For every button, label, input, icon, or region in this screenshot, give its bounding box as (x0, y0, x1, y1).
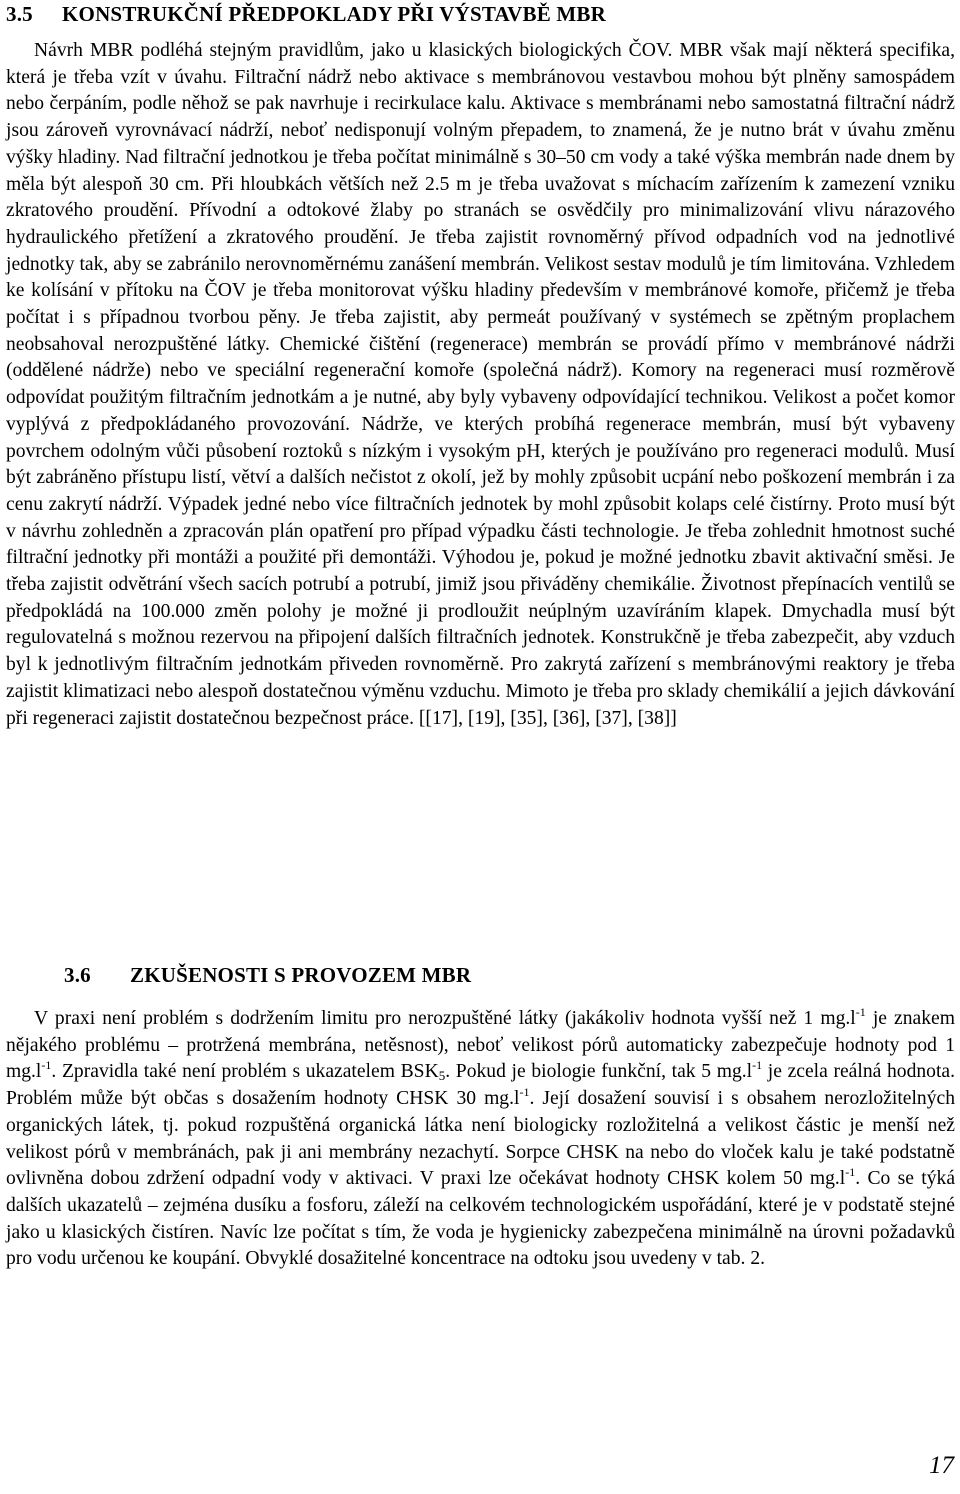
section-number: 3.5 (6, 2, 33, 26)
section-heading (64, 963, 471, 988)
superscript: -1 (41, 1058, 52, 1073)
superscript: -1 (855, 1005, 866, 1019)
text-run: . Pokud je biologie funkční, tak 5 mg.l (445, 1061, 753, 1083)
body-paragraph (6, 1006, 955, 1273)
text-run: . Co se týká dalších ukazatelů – zejména dusíku a fosforu, záleží na celkovém technologickém uspořádání, které je v podstatě stejné jako u klasických čistíren. Navíc lze počítat s tím, že voda je hygienicky zabezpečena minimálně na úrovni požadavků pro vodu určenou ke koupání. Obvyklé dosažitelné koncentrace na odtoku jsou uvedeny v tab. 2. (6, 1168, 956, 1270)
text-run: . Zpravidla také není problém s ukazatelem BSK (51, 1061, 439, 1083)
text-run: je zcela reálná hodnota. Problém může být občas s dosažením hodnoty CHSK 30 mg.l (6, 1061, 956, 1110)
section-heading (6, 2, 606, 27)
text-run: V praxi není problém s dodržením limitu pro nerozpuštěné látky (jakákoliv hodnota vyšší než 1 mg.l (34, 1008, 856, 1029)
page-number: 17 (929, 1452, 954, 1479)
section-number: 3.6 (64, 963, 91, 987)
superscript: -1 (519, 1085, 530, 1100)
body-paragraph: Návrh MBR podléhá stejným pravidlům, jako u klasických biologických ČOV. MBR však mají některá specifika, která je třeba vzít v úvahu. Filtrační nádrž nebo aktivace s membránovou vestavbou mohou být plněny samospádem nebo čerpáním, podle něhož se pak navrhuje i recirkulace kalu. Aktivace s membránami nebo samostatná filtrační nádrž jsou zároveň vyrovnávací nádrží, neboť nedisponují volným přepadem, to znamená, že je nutno brát v úvahu změnu výšky hladiny. Nad filtrační jednotkou je třeba počítat minimálně s 30–50 cm vody a také výška membrán nade dnem by měla být alespoň 30 cm. Při hloubkách větších než 2.5 m je třeba uvažovat s míchacím zařízením k zamezení vzniku zkratového proudění. Přívodní a odtokové žlaby po stranách se osvědčily pro minimalizování vlivu nárazového hydraulického přetížení a zkratového proudění. Je třeba zajistit rovnoměrný přívod odpadních vod na jednotlivé jednotky tak, aby se zabránilo nerovnoměrnému zanášení membrán. Velikost sestav modulů je tím limitována. Vzhledem ke kolísání v přítoku na ČOV je třeba monitorovat výšku hladiny především v membránové komoře, přičemž je třeba počítat i s případnou tvorbou pěny. Je třeba zajistit, aby permeát používaný v systémech se zpětným proplachem neobsahoval nerozpuštěné látky. Chemické čištění (regenerace) membrán se provádí přímo v membránové nádrži (oddělené nádrže) nebo ve speciální regenerační komoře (společná nádrž). Komory na regeneraci musí rozměrově odpovídat použitým filtračním jednotkám a je nutné, aby byly vybaveny odpovídající technikou. Velikost a počet komor vyplývá z předpokládaného provozování. Nádrže, ve kterých probíhá regenerace membrán, musí být vybaveny povrchem odolným vůči působení roztoků s nízkým i vysokým pH, kterých je používáno pro regeneraci modulů. Musí být zabráněno přístupu listí, větví a dalších nečistot z okolí, jež by mohly způsobit ucpání nebo poškození membrán i za cenu zakrytí nádrží. Výpadek jedné nebo více filtračních jednotek by mohl způsobit kolaps celé čistírny. Proto musí být v návrhu zohledněn a zpracován plán opatření pro případ výpadku části technologie. Je třeba zohlednit hmotnost suché filtrační jednotky při montáži a použité při demontáži. Výhodou je, pokud je možné jednotku zbavit aktivační směsi. Je třeba zajistit odvětrání všech sacích potrubí a potrubí, jimiž jsou přiváděny chemikálie. Životnost přepínacích ventilů se předpokládá na 100.000 změn polohy je možné ji prodloužit neúplným uzavíráním klapek. Dmychadla musí být regulovatelná s možnou rezervou na připojení dalších filtračních jednotek. Konstrukčně je třeba zabezpečit, aby vzduch byl k jednotlivým filtračním jednotkám přiveden rovnoměrně. Pro zakrytá zařízení s membránovými reaktory je třeba zajistit klimatizaci nebo alespoň dostatečnou výměnu vzduchu. Mimoto je třeba pro sklady chemikálií a jejich dávkování při regeneraci zajistit dostatečnou bezpečnost práce. [[17], [19], [35], [36], [37], [38]] (6, 40, 955, 729)
superscript: -1 (845, 1165, 856, 1180)
section-title: ZKUŠENOSTI S PROVOZEM MBR (130, 963, 472, 987)
subscript: 5 (438, 1068, 446, 1084)
text-run: je znakem nějakého problému – protržená membrána, netěsnost), neboť velikost pórů automaticky zabezpečuje hodnoty pod 1 mg.l (6, 1008, 955, 1083)
superscript: -1 (752, 1058, 763, 1073)
section-title: KONSTRUKČNÍ PŘEDPOKLADY PŘI VÝSTAVBĚ MBR (62, 2, 606, 26)
text-run: . Její dosažení souvisí i s obsahem nerozložitelných organických látek, tj. pokud rozpuštěná organická látka není biologicky rozložitelná a velikost částic je menší než velikost pórů v membránách, pak ji ani membrány nezachytí. Sorpce CHSK na nebo do vloček kalu je také podstatně ovlivněna dobou zdržení odpadní vody v aktivaci. V praxi lze očekávat hodnoty CHSK kolem 50 mg.l (6, 1088, 955, 1190)
